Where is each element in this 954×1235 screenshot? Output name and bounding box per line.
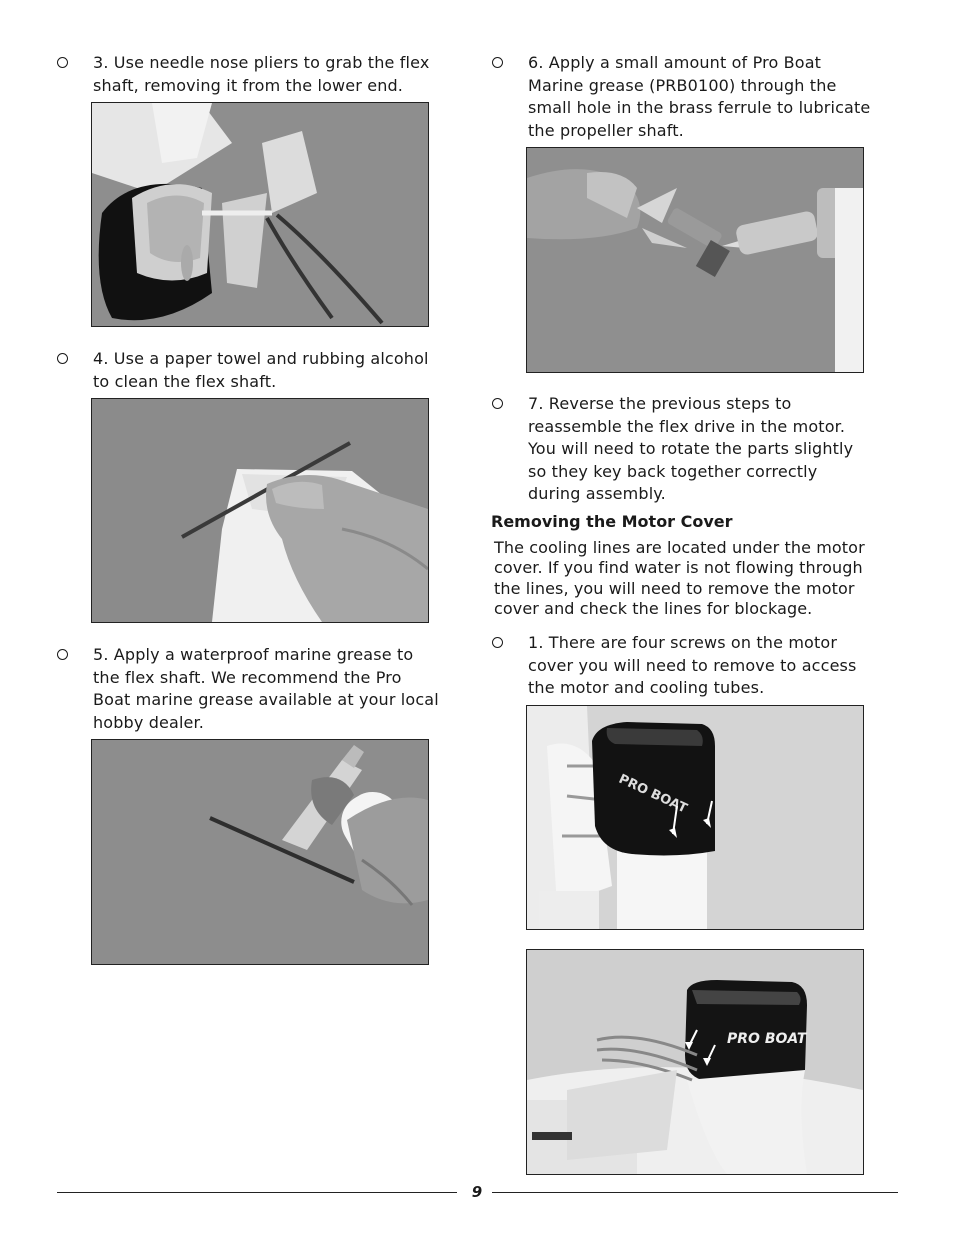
step-3-line: 3. Use needle nose pliers to grab the flex bbox=[93, 53, 430, 72]
page-number: 9 bbox=[471, 1183, 483, 1201]
step-5-line: the flex shaft. We recommend the Pro bbox=[93, 667, 402, 687]
step-1-line: the motor and cooling tubes. bbox=[528, 678, 765, 698]
step-6-line: the propeller shaft. bbox=[528, 120, 684, 140]
step-6-line: Marine grease (PRB0100) through the bbox=[528, 75, 837, 95]
step-1-line: cover you will need to remove to access bbox=[528, 655, 857, 675]
step-7-line: You will need to rotate the parts slightly bbox=[528, 439, 854, 459]
step-4-line: to clean the flex shaft. bbox=[93, 371, 277, 391]
footer-rule-left bbox=[57, 1192, 457, 1193]
step-5-line: Boat marine grease available at your local bbox=[93, 690, 439, 710]
step-1-line: 1. There are four screws on the motor bbox=[528, 633, 838, 652]
photo-greasing-flex-shaft bbox=[91, 739, 429, 965]
paragraph-line: cover. If you find water is not flowing through bbox=[494, 558, 863, 578]
section-paragraph bbox=[494, 538, 904, 619]
footer-rule-right bbox=[492, 1192, 898, 1193]
paragraph-line: The cooling lines are located under the motor bbox=[494, 538, 865, 557]
checkbox-bullet-icon bbox=[492, 398, 503, 409]
step-7-line: reassemble the flex drive in the motor. bbox=[528, 416, 846, 436]
step-7-line: during assembly. bbox=[528, 484, 666, 504]
photo-pliers-flex-shaft bbox=[91, 102, 429, 327]
step-6-line: 6. Apply a small amount of Pro Boat bbox=[528, 53, 822, 72]
step-7-line: 7. Reverse the previous steps to bbox=[528, 394, 792, 413]
checkbox-bullet-icon bbox=[492, 57, 503, 68]
step-7-line: so they key back together correctly bbox=[528, 461, 818, 481]
cover-logo-text: PRO BOAT bbox=[616, 771, 690, 817]
paragraph-line: cover and check the lines for blockage. bbox=[494, 598, 813, 618]
step-6-line: small hole in the brass ferrule to lubricate bbox=[528, 98, 871, 118]
checkbox-bullet-icon bbox=[57, 353, 68, 364]
section-heading: Removing the Motor Cover bbox=[491, 512, 733, 531]
step-4-line: 4. Use a paper towel and rubbing alcohol bbox=[93, 349, 429, 368]
checkbox-bullet-icon bbox=[492, 637, 503, 648]
step-3-line: shaft, removing it from the lower end. bbox=[93, 75, 404, 95]
photo-greasing-propeller-shaft bbox=[526, 147, 864, 373]
cover-logo-text: PRO BOAT bbox=[727, 1031, 807, 1047]
photo-motor-cover-side bbox=[526, 705, 864, 930]
photo-motor-cover-rear bbox=[526, 949, 864, 1175]
step-5-line: 5. Apply a waterproof marine grease to bbox=[93, 645, 414, 664]
checkbox-bullet-icon bbox=[57, 649, 68, 660]
checkbox-bullet-icon bbox=[57, 57, 68, 68]
step-5-line: hobby dealer. bbox=[93, 712, 205, 732]
paragraph-line: the lines, you will need to remove the motor bbox=[494, 578, 855, 598]
photo-cleaning-flex-shaft bbox=[91, 398, 429, 623]
